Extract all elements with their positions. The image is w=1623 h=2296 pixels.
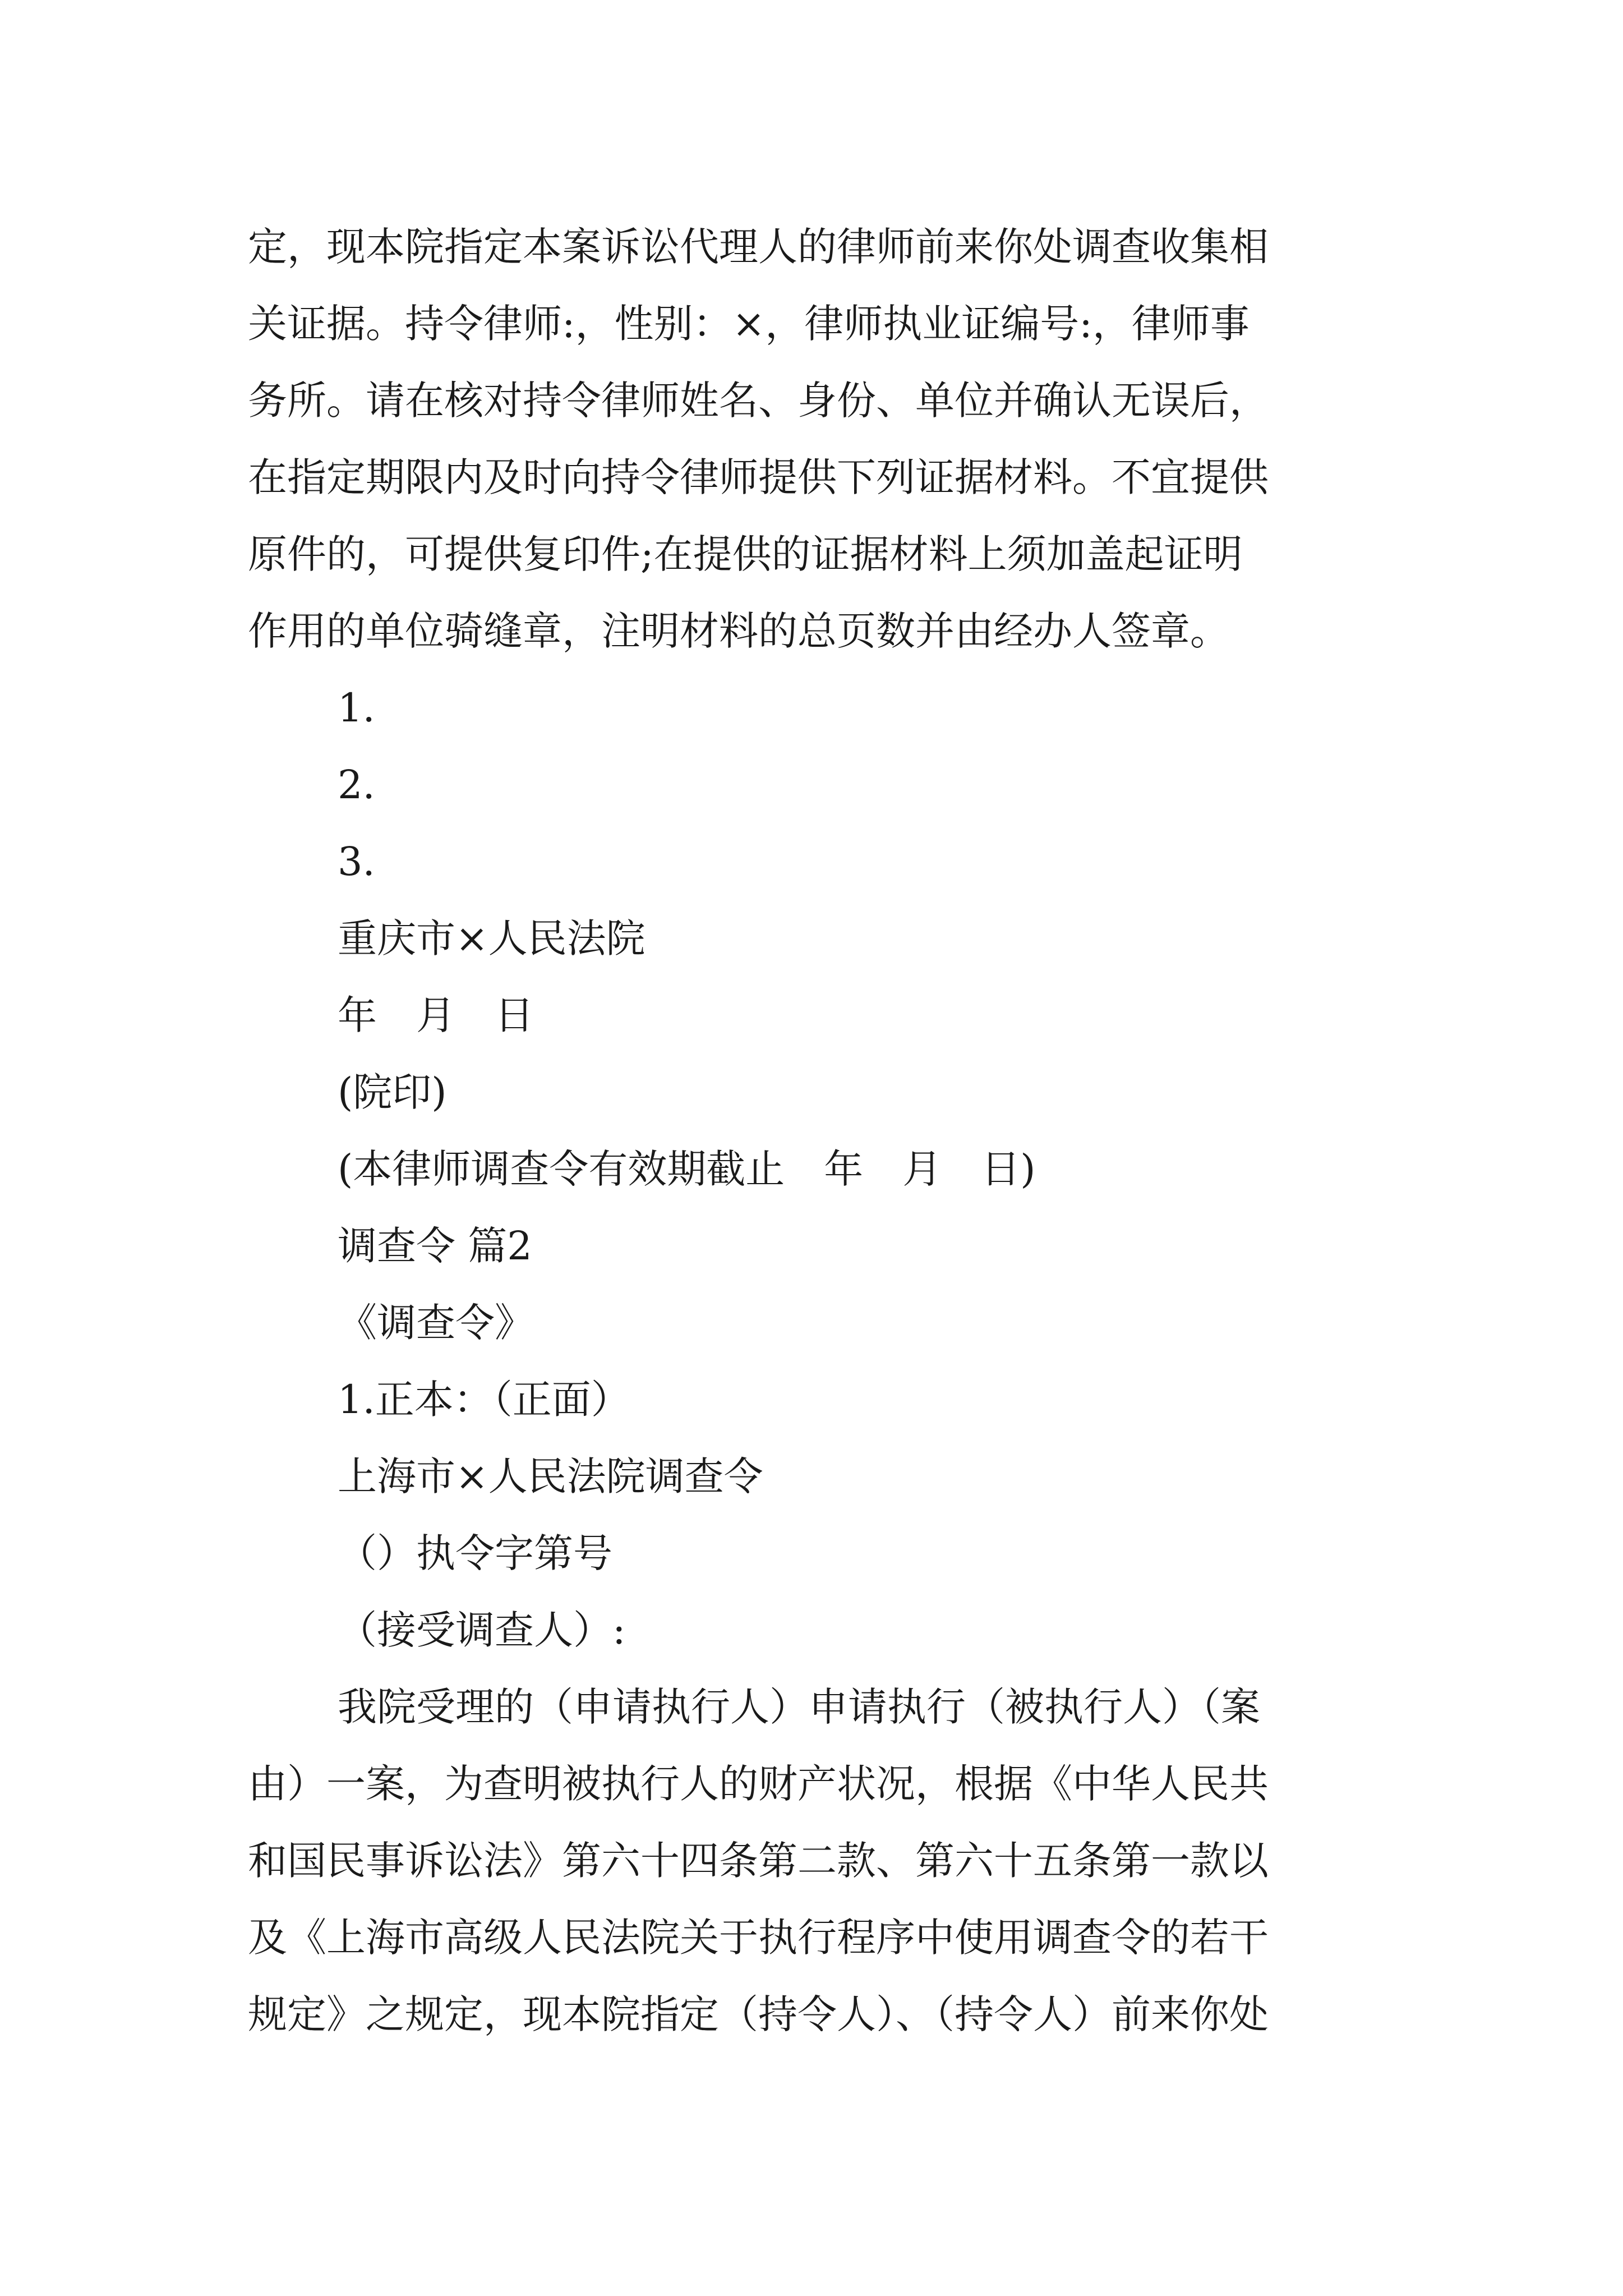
paragraph-line: 由）一案，为查明被执行人的财产状况，根据《中华人民共	[248, 1761, 1269, 1807]
seal-note: (院印)	[338, 1069, 447, 1115]
list-item: 3.	[338, 839, 375, 885]
list-item: 2.	[338, 762, 375, 808]
validity-note: (本律师调查令有效期截止 年 月 日)	[338, 1146, 1036, 1192]
paragraph-line: 我院受理的（申请执行人）申请执行（被执行人）（案	[338, 1684, 1260, 1730]
paragraph-line: 关证据。持令律师:，性别：×，律师执业证编号:，律师事	[248, 301, 1249, 347]
paragraph-line: 务所。请在核对持令律师姓名、身份、单位并确认无误后，	[248, 378, 1269, 424]
book-title: 《调查令》	[338, 1300, 534, 1346]
paragraph-line: 定，现本院指定本案诉讼代理人的律师前来你处调查收集相	[248, 224, 1269, 270]
paragraph-line: 作用的单位骑缝章，注明材料的总页数并由经办人签章。	[248, 608, 1229, 654]
paragraph-line: 原件的，可提供复印件;在提供的证据材料上须加盖起证明	[248, 531, 1243, 577]
copy-label: 1.正本：（正面）	[338, 1377, 630, 1423]
document-body	[248, 209, 1403, 2053]
paragraph-line: 及《上海市高级人民法院关于执行程序中使用调查令的若干	[248, 1915, 1269, 1961]
court-name: 重庆市×人民法院	[338, 915, 645, 961]
paragraph-line: 和国民事诉讼法》第六十四条第二款、第六十五条第一款以	[248, 1838, 1269, 1884]
case-number: （）执令字第号	[338, 1530, 612, 1576]
recipient: （接受调查人）:	[338, 1607, 626, 1653]
section-title: 调查令 篇2	[338, 1223, 532, 1269]
order-title: 上海市×人民法院调查令	[338, 1453, 763, 1499]
list-item: 1.	[338, 685, 375, 731]
paragraph-line: 规定》之规定，现本院指定（持令人）、（持令人）前来你处	[248, 1991, 1269, 2037]
paragraph-line: 在指定期限内及时向持令律师提供下列证据材料。不宜提供	[248, 454, 1269, 500]
date-line: 年 月 日	[338, 992, 534, 1038]
